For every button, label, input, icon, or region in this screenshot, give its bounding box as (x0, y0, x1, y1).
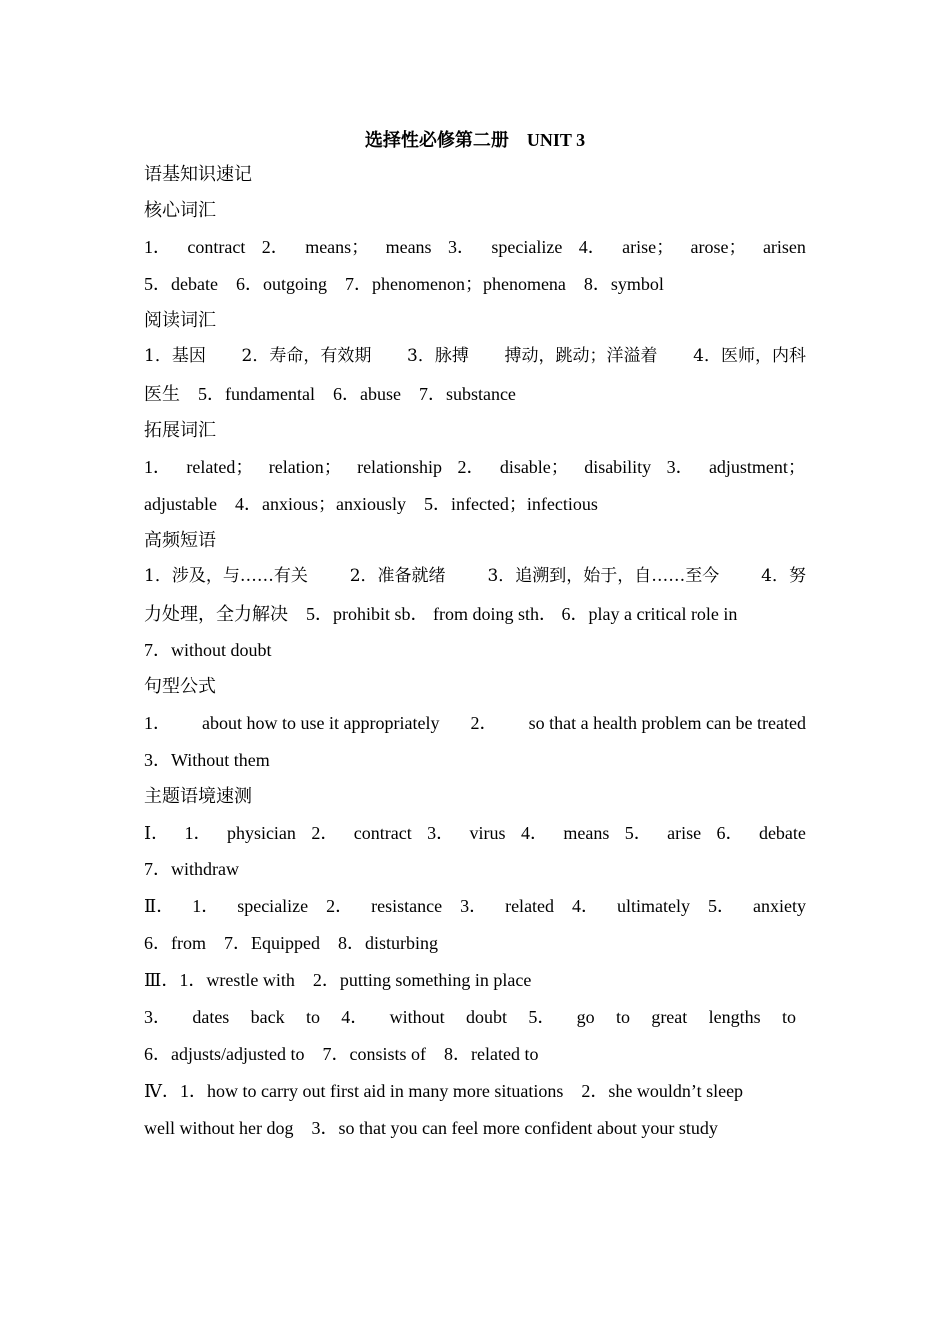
answer-segment: 3．脉搏 (407, 346, 469, 366)
answer-segment: 2． (470, 713, 498, 733)
section-heading-reading-vocab: 阅读词汇 (144, 310, 216, 331)
answer-segment: ultimately (617, 896, 690, 916)
answer-segment: 1．涉及，与……有关 (144, 566, 308, 586)
answer-segment: 3． (447, 237, 475, 257)
answer-segment: 3． (666, 457, 694, 477)
answer-segment: go (576, 1007, 595, 1027)
answer-line (144, 712, 806, 734)
answer-segment: specialize (491, 237, 563, 257)
answer-line: 7．withdraw (144, 859, 239, 879)
section-heading-basics: 语基知识速记 (144, 164, 252, 185)
answer-segment: 3． (460, 896, 488, 916)
answer-line (144, 1006, 796, 1028)
answer-segment: dates (192, 1007, 230, 1027)
answer-segment: 2．寿命，有效期 (241, 346, 372, 366)
answer-segment: 5． (624, 823, 652, 843)
answer-segment: contract (187, 237, 246, 257)
answer-segment: lengths (708, 1007, 761, 1027)
answer-segment: 1． (184, 823, 212, 843)
title-unit: UNIT 3 (526, 130, 586, 150)
answer-segment: back (250, 1007, 285, 1027)
answer-segment: 4． (341, 1007, 369, 1027)
answer-segment: arose； (690, 237, 747, 257)
answer-segment: virus (469, 823, 506, 843)
answer-segment: without (389, 1007, 445, 1027)
section-heading-extended-vocab: 拓展词汇 (144, 420, 216, 441)
answer-segment: 4．医师，内科 (693, 346, 806, 366)
answer-segment: specialize (237, 896, 309, 916)
answer-segment: 1． (144, 713, 171, 733)
answer-segment: to (305, 1007, 320, 1027)
answer-segment: disable； (499, 457, 569, 477)
answer-segment: disability (584, 457, 652, 477)
answer-line (144, 822, 806, 844)
answer-segment: 2． (457, 457, 485, 477)
answer-line: 7．without doubt (144, 640, 272, 660)
answer-segment: so that a health problem can be treated (528, 713, 806, 733)
answer-segment: relation； (268, 457, 342, 477)
answer-line (144, 895, 806, 917)
section-heading-context-quiz: 主题语境速测 (144, 786, 252, 807)
answer-line: 6．adjusts/adjusted to 7．consists of 8．related to (144, 1044, 539, 1064)
answer-line: well without her dog 3．so that you can feel more confident about your study (144, 1118, 718, 1138)
answer-line: 5．debate 6．outgoing 7．phenomenon；phenomena 8．symbol (144, 274, 664, 294)
answer-segment: debate (758, 823, 806, 843)
answer-segment: 1． (192, 896, 220, 916)
answer-line: Ⅳ．1．how to carry out first aid in many more situations 2．she wouldn’t sleep (144, 1081, 744, 1101)
answer-segment: 1．基因 (144, 346, 206, 366)
section-heading-sentence-patterns: 句型公式 (144, 676, 216, 697)
answer-segment: related (505, 896, 555, 916)
answer-line (144, 236, 806, 258)
answer-line (144, 565, 806, 587)
answer-line: 医生 5．fundamental 6．abuse 7．substance (144, 384, 516, 404)
title-chinese: 选择性必修第二册 (364, 130, 509, 151)
section-heading-core-vocab: 核心词汇 (144, 200, 216, 221)
answer-segment: means (563, 823, 610, 843)
answer-segment: 4． (578, 237, 606, 257)
answer-segment: 3． (144, 1007, 171, 1027)
answer-line (144, 456, 806, 478)
answer-segment: doubt (465, 1007, 507, 1027)
answer-segment: physician (226, 823, 296, 843)
answer-segment: to (781, 1007, 796, 1027)
answer-segment: adjustment； (708, 457, 806, 477)
answer-segment: 6． (716, 823, 744, 843)
answer-line: 力处理，全力解决 5．prohibit sb． from doing sth． 6．play a critical role in (144, 604, 738, 624)
answer-line: adjustable 4．anxious；anxiously 5．infected；infectious (144, 494, 598, 514)
answer-segment: 搏动，跳动；洋溢着 (504, 346, 658, 366)
page-title (0, 126, 950, 152)
answer-segment: arise； (622, 237, 675, 257)
answer-segment: resistance (371, 896, 443, 916)
answer-segment: anxiety (752, 896, 806, 916)
answer-segment: contract (353, 823, 412, 843)
answer-segment: 5． (528, 1007, 556, 1027)
answer-segment: arise (667, 823, 702, 843)
answer-segment: 3．追溯到，始于，自……至今 (487, 566, 720, 586)
answer-segment: 1． (144, 237, 171, 257)
answer-segment: 4． (520, 823, 548, 843)
answer-segment: 3． (427, 823, 455, 843)
answer-segment: arisen (762, 237, 806, 257)
answer-segment: great (651, 1007, 688, 1027)
section-heading-phrases: 高频短语 (144, 530, 216, 551)
answer-segment: 2． (311, 823, 339, 843)
answer-segment: Ⅰ． (144, 823, 170, 843)
answer-segment: 2．准备就绪 (349, 566, 446, 586)
answer-segment: means； (305, 237, 370, 257)
answer-segment: relationship (357, 457, 443, 477)
answer-segment: about how to use it appropriately (202, 713, 440, 733)
answer-segment: 4． (572, 896, 600, 916)
answer-line: 6．from 7．Equipped 8．disturbing (144, 933, 438, 953)
answer-segment: Ⅱ． (144, 896, 175, 916)
answer-segment: 5． (707, 896, 735, 916)
answer-segment: 1． (144, 457, 171, 477)
answer-segment: 2． (326, 896, 354, 916)
answer-segment: 4．努 (761, 566, 806, 586)
answer-segment: related； (186, 457, 254, 477)
answer-segment: 2． (261, 237, 289, 257)
answer-line: 3．Without them (144, 750, 270, 770)
answer-segment: to (615, 1007, 630, 1027)
answer-line: Ⅲ．1．wrestle with 2．putting something in place (144, 970, 532, 990)
answer-segment: means (385, 237, 432, 257)
answer-line (144, 345, 806, 367)
